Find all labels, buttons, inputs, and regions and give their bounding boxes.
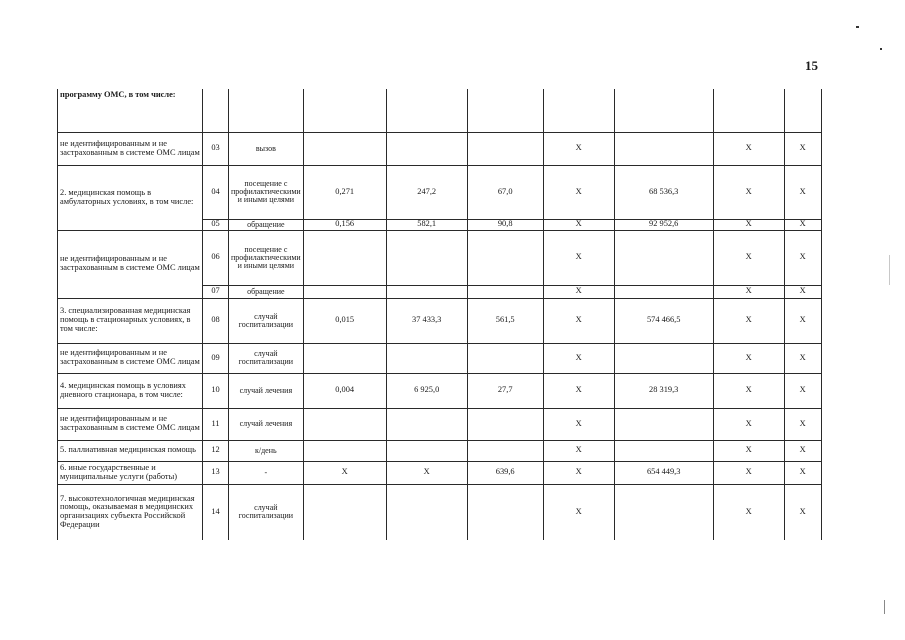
row-value-4: X <box>543 408 614 440</box>
row-value-6: X <box>713 461 784 484</box>
table-row <box>58 298 822 343</box>
row-value-6: X <box>713 298 784 343</box>
header-fragment-cell: программу ОМС, в том числе: <box>58 89 203 132</box>
row-value-7: X <box>784 373 821 408</box>
row-value-1: 0,156 <box>303 219 386 230</box>
table-row <box>58 230 822 285</box>
row-value-3 <box>467 343 543 373</box>
row-value-6: X <box>713 484 784 540</box>
row-value-6: X <box>713 132 784 165</box>
row-value-4: X <box>543 343 614 373</box>
row-value-3: 639,6 <box>467 461 543 484</box>
row-value-1: 0,015 <box>303 298 386 343</box>
row-name: 3. специализированная медицинская помощь в стационарных условиях, в том числе: <box>58 298 203 343</box>
row-value-4: X <box>543 219 614 230</box>
row-value-7: X <box>784 132 821 165</box>
row-value-7: X <box>784 219 821 230</box>
row-name: 5. паллиативная медицинская помощь <box>58 440 203 461</box>
row-code: 13 <box>203 461 229 484</box>
row-value-5 <box>614 343 713 373</box>
row-value-3: 90,8 <box>467 219 543 230</box>
row-value-7: X <box>784 408 821 440</box>
row-value-1 <box>303 440 386 461</box>
row-unit: случай лечения <box>229 408 304 440</box>
row-value-1: 0,271 <box>303 165 386 219</box>
row-value-6: X <box>713 285 784 298</box>
table-cell <box>614 89 713 132</box>
scan-speck <box>856 26 859 28</box>
row-value-2 <box>386 285 467 298</box>
row-value-1 <box>303 484 386 540</box>
row-code: 10 <box>203 373 229 408</box>
row-value-2 <box>386 440 467 461</box>
scan-speck <box>880 48 882 50</box>
row-value-2 <box>386 484 467 540</box>
table-row <box>58 373 822 408</box>
row-value-3: 561,5 <box>467 298 543 343</box>
services-table <box>57 89 822 540</box>
row-value-5: 28 319,3 <box>614 373 713 408</box>
row-value-2: 6 925,0 <box>386 373 467 408</box>
row-value-3 <box>467 230 543 285</box>
row-unit: случай госпитализации <box>229 343 304 373</box>
row-value-5 <box>614 285 713 298</box>
table-row <box>58 132 822 165</box>
row-value-3 <box>467 132 543 165</box>
row-name: не идентифицированным и не застрахованным в системе ОМС лицам <box>58 132 203 165</box>
row-value-1: X <box>303 461 386 484</box>
row-value-4: X <box>543 132 614 165</box>
row-value-5 <box>614 132 713 165</box>
row-code: 08 <box>203 298 229 343</box>
scan-artifact-line <box>889 255 890 285</box>
table-row <box>58 343 822 373</box>
row-name: 4. медицинская помощь в условиях дневного стационара, в том числе: <box>58 373 203 408</box>
row-code: 09 <box>203 343 229 373</box>
table-cell <box>229 89 304 132</box>
row-code: 06 <box>203 230 229 285</box>
row-name: не идентифицированным и не застрахованным в системе ОМС лицам <box>58 230 203 298</box>
table-cell <box>386 89 467 132</box>
table-row <box>58 484 822 540</box>
row-value-6: X <box>713 373 784 408</box>
row-unit: посещение с профилактическими и иными целями <box>229 165 304 219</box>
row-value-6: X <box>713 408 784 440</box>
table-row <box>58 461 822 484</box>
row-value-1 <box>303 285 386 298</box>
table-row <box>58 440 822 461</box>
row-code: 05 <box>203 219 229 230</box>
row-value-6: X <box>713 343 784 373</box>
row-value-2: 247,2 <box>386 165 467 219</box>
row-value-3 <box>467 440 543 461</box>
row-value-2 <box>386 230 467 285</box>
row-value-4: X <box>543 461 614 484</box>
row-value-2: 37 433,3 <box>386 298 467 343</box>
row-value-5: 92 952,6 <box>614 219 713 230</box>
row-value-7: X <box>784 165 821 219</box>
row-value-2 <box>386 132 467 165</box>
row-unit: случай госпитализации <box>229 484 304 540</box>
row-value-1 <box>303 132 386 165</box>
row-value-4: X <box>543 230 614 285</box>
row-value-7: X <box>784 461 821 484</box>
row-value-5 <box>614 408 713 440</box>
row-name: 7. высокотехнологичная медицинская помощь, оказываемая в медицинских организациях субъекта Российской Федерации <box>58 484 203 540</box>
row-value-1 <box>303 230 386 285</box>
row-unit: обращение <box>229 219 304 230</box>
row-value-6: X <box>713 440 784 461</box>
row-value-3 <box>467 484 543 540</box>
row-value-7: X <box>784 230 821 285</box>
row-value-4: X <box>543 373 614 408</box>
row-value-3 <box>467 408 543 440</box>
row-value-5 <box>614 440 713 461</box>
row-code: 11 <box>203 408 229 440</box>
row-value-6: X <box>713 230 784 285</box>
row-value-1 <box>303 408 386 440</box>
row-value-2 <box>386 408 467 440</box>
row-value-4: X <box>543 165 614 219</box>
row-code: 04 <box>203 165 229 219</box>
table-row <box>58 408 822 440</box>
table-cell <box>303 89 386 132</box>
row-value-4: X <box>543 298 614 343</box>
row-value-5: 574 466,5 <box>614 298 713 343</box>
row-value-7: X <box>784 285 821 298</box>
row-value-5: 68 536,3 <box>614 165 713 219</box>
table-cell <box>784 89 821 132</box>
row-unit: случай лечения <box>229 373 304 408</box>
scan-artifact-line <box>884 600 885 614</box>
row-name: не идентифицированным и не застрахованным в системе ОМС лицам <box>58 408 203 440</box>
table-cell <box>713 89 784 132</box>
table-cell <box>203 89 229 132</box>
table-header-row <box>58 89 822 132</box>
row-code: 12 <box>203 440 229 461</box>
row-name: 2. медицинская помощь в амбулаторных условиях, в том числе: <box>58 165 203 230</box>
row-unit: вызов <box>229 132 304 165</box>
row-value-4: X <box>543 440 614 461</box>
row-code: 07 <box>203 285 229 298</box>
row-value-3 <box>467 285 543 298</box>
row-unit: - <box>229 461 304 484</box>
row-value-7: X <box>784 298 821 343</box>
table-row <box>58 165 822 219</box>
row-value-4: X <box>543 484 614 540</box>
row-name: не идентифицированным и не застрахованным в системе ОМС лицам <box>58 343 203 373</box>
row-unit: к/день <box>229 440 304 461</box>
row-value-1: 0,004 <box>303 373 386 408</box>
row-unit: обращение <box>229 285 304 298</box>
row-value-5 <box>614 484 713 540</box>
row-code: 14 <box>203 484 229 540</box>
table-cell <box>467 89 543 132</box>
row-value-2: 582,1 <box>386 219 467 230</box>
row-unit: посещение с профилактическими и иными целями <box>229 230 304 285</box>
row-value-2: X <box>386 461 467 484</box>
row-value-5 <box>614 230 713 285</box>
row-value-3: 27,7 <box>467 373 543 408</box>
row-value-4: X <box>543 285 614 298</box>
row-value-5: 654 449,3 <box>614 461 713 484</box>
row-code: 03 <box>203 132 229 165</box>
row-value-7: X <box>784 484 821 540</box>
row-value-6: X <box>713 219 784 230</box>
table-cell <box>543 89 614 132</box>
row-value-3: 67,0 <box>467 165 543 219</box>
row-name: 6. иные государственные и муниципальные услуги (работы) <box>58 461 203 484</box>
page-number: 15 <box>805 58 818 73</box>
row-unit: случай госпитализации <box>229 298 304 343</box>
row-value-7: X <box>784 343 821 373</box>
row-value-2 <box>386 343 467 373</box>
row-value-7: X <box>784 440 821 461</box>
row-value-1 <box>303 343 386 373</box>
row-value-6: X <box>713 165 784 219</box>
